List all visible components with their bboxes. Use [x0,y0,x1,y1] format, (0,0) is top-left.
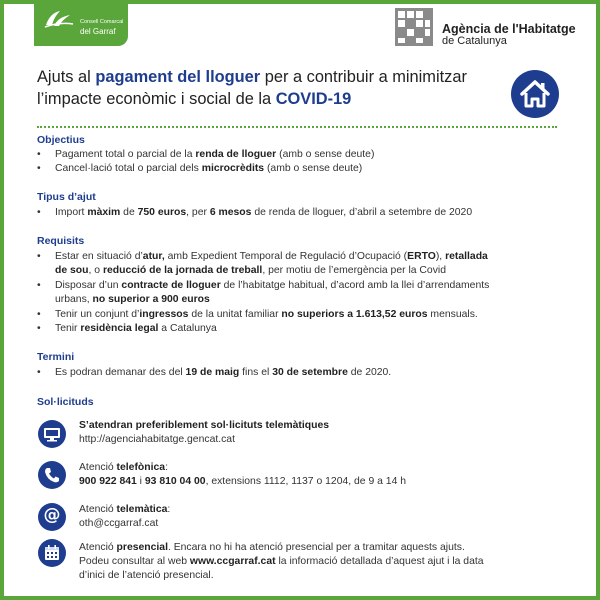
phone-number-link[interactable]: 900 922 841 [79,476,137,487]
phone-icon [38,461,66,489]
agency-subtitle: de Catalunya [442,35,507,47]
page-title [37,66,487,110]
logo-line1: Consell Comarcal [80,19,124,25]
list-item: • Disposar d’un contracte de lloguer de l’habitatge habitual, d’acord amb la llei d’arrendaments urbans, no superior a 900 euros [37,280,490,305]
list-item: • Tenir residència legal a Catalunya [37,323,217,334]
header [0,0,600,56]
list-item: • Pagament total o parcial de la renda de lloguer (amb o sense deute) [37,149,375,160]
divider [37,126,557,128]
email-link[interactable]: oth@ccgarraf.cat [79,518,159,529]
contact-online [79,419,569,447]
agency-name: Agència de l'Habitatge [442,22,576,36]
calendar-icon [38,539,66,567]
consell-comarcal-logo [34,4,128,46]
bullet: • [37,323,41,334]
title-part: per a contribuir a minimitzar l’impacte econòmic i social de la [37,68,467,108]
agencia-logo-grid-icon [395,8,433,46]
leaf-icon [44,9,74,29]
bullet: • [37,251,41,262]
online-url-link[interactable]: http://agenciahabitatge.gencat.cat [79,434,235,445]
at-icon: @ [38,503,66,531]
title-highlight: COVID-19 [275,90,352,108]
bullet: • [37,163,41,174]
list-item: • Cancel·lació total o parcial dels microcrèdits (amb o sense deute) [37,163,363,174]
section-termini-title: Termini [37,351,75,363]
bullet: • [37,149,41,160]
bullet: • [37,207,41,218]
list-item: • Estar en situació d’atur, amb Expedient Temporal de Regulació d’Ocupació (ERTO), retallada de sou, o reducció de la jornada de treball, per motiu de l’emergència per la Covid [37,251,488,276]
section-sollicituds-title: Sol·licituds [37,396,94,408]
section-requisits-title: Requisits [37,235,85,247]
list-item: • Es podran demanar des del 19 de maig fins el 30 de setembre de 2020. [37,367,392,378]
title-highlight: pagament del lloguer [95,68,261,86]
section-tipus-title: Tipus d’ajut [37,191,96,203]
computer-icon [38,420,66,448]
contact-phone: Atenció telefònica: 900 922 841 i 93 810 04 00, extensions 1112, 1137 o 1204, de 9 a 14 h [79,462,407,487]
contact-email: Atenció telemàtica: oth@ccgarraf.cat [79,503,569,531]
home-icon [511,70,559,118]
bullet: • [37,367,41,378]
website-link[interactable]: www.ccgarraf.cat [189,556,276,567]
title-part: Ajuts al [37,68,96,86]
contact-presential: Atenció presencial. Encara no hi ha atenció presencial per a tramitar aquests ajuts. Podeu consultar al web www.ccgarraf.cat la informació detallada d’aquest ajut i la data d’inici de l’atenció presencial. [79,542,484,581]
online-title: S’atendran preferiblement sol·licituts telemàtiques [79,420,330,431]
phone-number-link[interactable]: 93 810 04 00 [144,476,206,487]
bullet: • [37,309,41,320]
bullet: • [37,280,41,291]
logo-line2: del Garraf [80,27,116,36]
list-item: • Tenir un conjunt d’ingressos de la unitat familiar no superiors a 1.613,52 euros mensuals. [37,309,478,320]
list-item: • Import màxim de 750 euros, per 6 mesos de renda de lloguer, d’abril a setembre de 2020 [37,207,473,218]
section-objectius-title: Objectius [37,134,85,146]
